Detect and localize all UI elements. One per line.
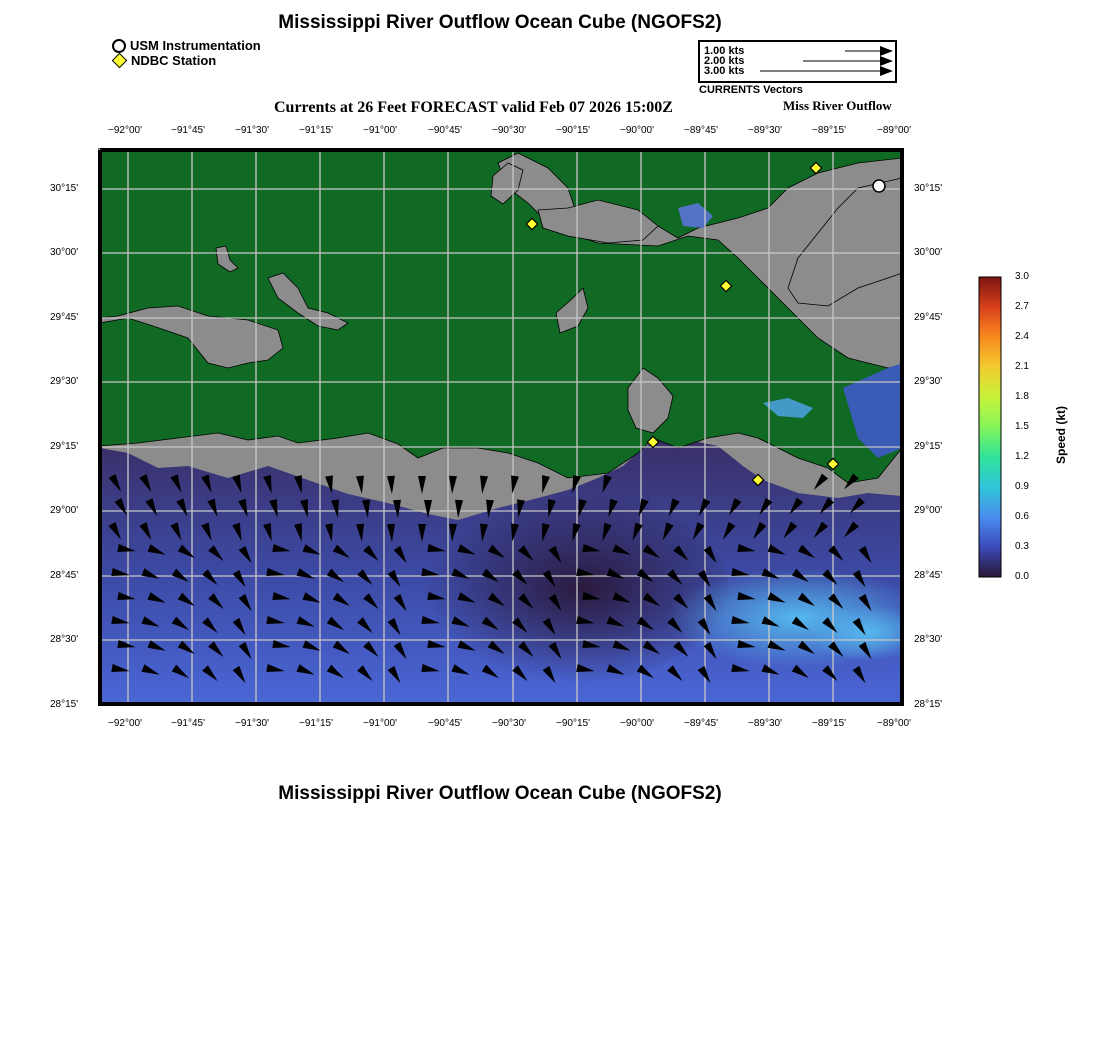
colorbar-tick-label: 0.3 xyxy=(1015,541,1029,552)
colorbar-tick-label: 3.0 xyxy=(1015,271,1029,282)
vector-key-row-2: 2.00 kts xyxy=(704,55,745,67)
lon-tick-label-top: −90°00' xyxy=(620,125,654,136)
lon-tick-label-bottom: −89°15' xyxy=(812,718,846,729)
lon-tick-label-top: −91°45' xyxy=(171,125,205,136)
lon-tick-label-bottom: −89°30' xyxy=(748,718,782,729)
colorbar-tick-label: 1.5 xyxy=(1015,421,1029,432)
ndbc-diamond-icon xyxy=(112,53,128,69)
colorbar-tick-label: 0.6 xyxy=(1015,511,1029,522)
usm-circle-icon xyxy=(112,39,126,53)
legend-usm xyxy=(112,38,261,53)
vector-key-box xyxy=(698,40,897,83)
colorbar-tick-label: 0.9 xyxy=(1015,481,1029,492)
lat-tick-label-right: 29°00' xyxy=(914,505,943,516)
colorbar-tick-label: 2.7 xyxy=(1015,301,1029,312)
lon-tick-label-bottom: −91°15' xyxy=(299,718,333,729)
lon-tick-label-top: −92°00' xyxy=(108,125,142,136)
lat-tick-label-left: 29°15' xyxy=(50,441,79,452)
usm-station-marker xyxy=(873,180,885,192)
lat-tick-label-left: 29°00' xyxy=(50,505,79,516)
map-title: Mississippi River Outflow Ocean Cube (NGOFS2) xyxy=(278,12,722,33)
lon-tick-label-bottom: −90°00' xyxy=(620,718,654,729)
lat-tick-label-right: 30°00' xyxy=(914,247,943,258)
lon-tick-label-bottom: −91°00' xyxy=(363,718,397,729)
lat-tick-label-left: 29°45' xyxy=(50,312,79,323)
lon-tick-label-bottom: −90°15' xyxy=(556,718,590,729)
lon-tick-label-top: −91°00' xyxy=(363,125,397,136)
map-title-bottom: Mississippi River Outflow Ocean Cube (NGOFS2) xyxy=(278,783,722,804)
lon-tick-label-top: −89°30' xyxy=(748,125,782,136)
lon-tick-label-bottom: −90°30' xyxy=(492,718,526,729)
lon-tick-label-bottom: −91°30' xyxy=(235,718,269,729)
lat-tick-label-right: 28°15' xyxy=(914,699,943,710)
lon-tick-label-bottom: −92°00' xyxy=(108,718,142,729)
lat-tick-label-right: 30°15' xyxy=(914,183,943,194)
lat-tick-label-left: 30°15' xyxy=(50,183,79,194)
vector-key-arrows xyxy=(700,42,895,81)
lat-tick-label-right: 29°45' xyxy=(914,312,943,323)
lon-tick-label-top: −89°45' xyxy=(684,125,718,136)
legend-ndbc xyxy=(112,53,216,68)
speed-colorbar xyxy=(978,276,1002,578)
lon-tick-label-bottom: −89°45' xyxy=(684,718,718,729)
lon-tick-label-top: −90°45' xyxy=(428,125,462,136)
lon-tick-label-top: −89°15' xyxy=(812,125,846,136)
vector-key-row-3: 3.00 kts xyxy=(704,65,745,77)
map-canvas xyxy=(98,148,904,706)
lon-tick-label-top: −90°15' xyxy=(556,125,590,136)
lon-tick-label-bottom: −90°45' xyxy=(428,718,462,729)
lat-tick-label-left: 28°45' xyxy=(50,570,79,581)
colorbar-tick-label: 0.0 xyxy=(1015,571,1029,582)
colorbar-tick-label: 2.4 xyxy=(1015,331,1029,342)
lat-tick-label-right: 28°30' xyxy=(914,634,943,645)
lon-tick-label-top: −89°00' xyxy=(877,125,911,136)
colorbar-tick-label: 2.1 xyxy=(1015,361,1029,372)
lon-tick-label-bottom: −89°00' xyxy=(877,718,911,729)
vector-key-row-1: 1.00 kts xyxy=(704,45,745,57)
colorbar-label: Speed (kt) xyxy=(1054,405,1069,465)
lat-tick-label-right: 28°45' xyxy=(914,570,943,581)
lon-tick-label-top: −91°30' xyxy=(235,125,269,136)
lat-tick-label-left: 28°30' xyxy=(50,634,79,645)
lon-tick-label-top: −91°15' xyxy=(299,125,333,136)
legend-ndbc-label: NDBC Station xyxy=(131,53,217,68)
lat-tick-label-left: 29°30' xyxy=(50,376,79,387)
lon-tick-label-bottom: −91°45' xyxy=(171,718,205,729)
lat-tick-label-left: 28°15' xyxy=(50,699,79,710)
map-subtitle: Currents at 26 Feet FORECAST valid Feb 07 2026 15:00Z xyxy=(274,99,673,116)
lat-tick-label-right: 29°15' xyxy=(914,441,943,452)
colorbar-tick-label: 1.8 xyxy=(1015,391,1029,402)
legend-usm-label: USM Instrumentation xyxy=(130,38,261,53)
lon-tick-label-top: −90°30' xyxy=(492,125,526,136)
colorbar-tick-label: 1.2 xyxy=(1015,451,1029,462)
vector-key-caption: CURRENTS Vectors xyxy=(699,84,803,96)
lat-tick-label-right: 29°30' xyxy=(914,376,943,387)
lat-tick-label-left: 30°00' xyxy=(50,247,79,258)
outflow-label: Miss River Outflow xyxy=(783,98,892,113)
slow-current-zone xyxy=(408,493,728,683)
